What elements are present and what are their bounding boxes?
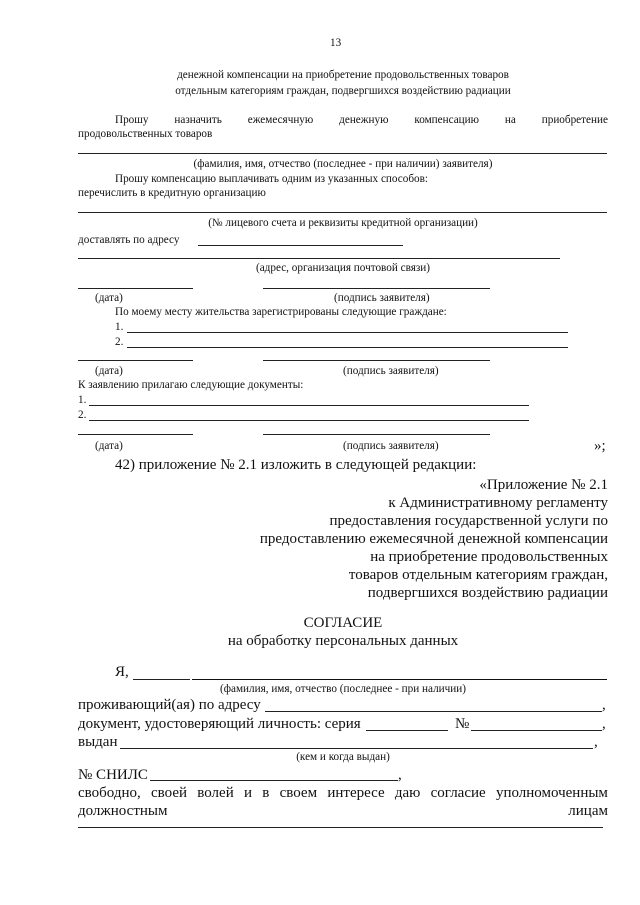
id-document-label: документ, удостоверяющий личность: серия bbox=[78, 716, 361, 732]
fio-hint-consent: (фамилия, имя, отчество (последнее - при наличии) bbox=[220, 683, 466, 695]
document-item-1: 1. bbox=[78, 394, 87, 406]
resident-underline-2[interactable] bbox=[127, 347, 568, 348]
consent-subtitle: на обработку персональных данных bbox=[227, 633, 459, 649]
issued-by-underline[interactable] bbox=[120, 748, 593, 749]
snils-underline[interactable] bbox=[150, 780, 398, 781]
request-line-2: продовольственных товаров bbox=[78, 128, 213, 140]
appendix-line-7: подвергшихся воздействию радиации bbox=[367, 585, 608, 601]
document-underline-1[interactable] bbox=[89, 405, 529, 406]
consent-line-1: свободно, своей волей и в своем интересе даю согласие уполномоченным bbox=[78, 785, 608, 801]
id-series-underline[interactable] bbox=[366, 730, 448, 731]
fio-underline[interactable] bbox=[78, 153, 607, 154]
id-comma: , bbox=[602, 716, 606, 732]
appendix-line-1: «Приложение № 2.1 bbox=[479, 477, 608, 493]
deliver-to-address: доставлять по адресу bbox=[78, 234, 180, 246]
document-item-2: 2. bbox=[78, 409, 87, 421]
signature-label-2: (подпись заявителя) bbox=[343, 365, 439, 377]
point-42: 42) приложение № 2.1 изложить в следующей редакции: bbox=[115, 457, 477, 473]
issued-comma: , bbox=[594, 734, 598, 750]
account-underline[interactable] bbox=[78, 212, 607, 213]
request-line-1: Прошу назначить ежемесячную денежную компенсацию на приобретение bbox=[115, 114, 608, 126]
officials-label: должностным bbox=[78, 803, 168, 819]
date-underline-2[interactable] bbox=[78, 360, 193, 361]
documents-intro: К заявлению прилагаю следующие документы: bbox=[78, 379, 304, 391]
date-label-2: (дата) bbox=[95, 365, 123, 377]
residing-label: проживающий(ая) по адресу bbox=[78, 697, 261, 713]
post-office-hint: (адрес, организация почтовой связи) bbox=[255, 262, 430, 274]
payment-request: Прошу компенсацию выплачивать одним из указанных способов: bbox=[115, 173, 429, 185]
signature-label-3: (подпись заявителя) bbox=[343, 440, 439, 452]
id-number-underline[interactable] bbox=[471, 730, 602, 731]
resident-item-2: 2. bbox=[115, 336, 124, 348]
date-label-3: (дата) bbox=[95, 440, 123, 452]
short-fio-underline[interactable] bbox=[133, 679, 190, 680]
signature-underline-3[interactable] bbox=[263, 434, 490, 435]
closing-quote: »; bbox=[594, 438, 606, 454]
residing-comma: , bbox=[602, 697, 606, 713]
signature-underline-2[interactable] bbox=[263, 360, 490, 361]
persons-label: лицам bbox=[568, 803, 608, 819]
date-label-1: (дата) bbox=[95, 292, 123, 304]
consent-title: СОГЛАСИЕ bbox=[303, 615, 383, 631]
snils-label: № СНИЛС bbox=[78, 767, 148, 783]
date-underline-1[interactable] bbox=[78, 288, 193, 289]
date-underline-3[interactable] bbox=[78, 434, 193, 435]
resident-underline-1[interactable] bbox=[127, 332, 568, 333]
bottom-underline[interactable] bbox=[78, 827, 603, 828]
appendix-line-4: предоставлению ежемесячной денежной компенсации bbox=[259, 531, 608, 547]
signature-underline-1[interactable] bbox=[263, 288, 490, 289]
appendix-line-5: на приобретение продовольственных bbox=[370, 549, 608, 565]
issued-label: выдан bbox=[78, 734, 118, 750]
snils-comma: , bbox=[398, 767, 402, 783]
id-number-sign: № bbox=[455, 716, 470, 732]
form-title-line-1: денежной компенсации на приобретение продовольственных товаров bbox=[177, 69, 509, 81]
appendix-line-6: товаров отдельным категориям граждан, bbox=[348, 567, 608, 583]
i-label: Я, bbox=[115, 664, 129, 680]
delivery-address-underline[interactable] bbox=[198, 245, 403, 246]
resident-item-1: 1. bbox=[115, 321, 124, 333]
residing-address-underline[interactable] bbox=[265, 711, 602, 712]
fio-underline-consent[interactable] bbox=[192, 679, 607, 680]
page-number: 13 bbox=[330, 37, 342, 49]
account-hint: (№ лицевого счета и реквизиты кредитной организации) bbox=[208, 217, 478, 229]
appendix-line-3: предоставления государственной услуги по bbox=[329, 513, 608, 529]
issued-hint: (кем и когда выдан) bbox=[296, 751, 390, 763]
fio-hint: (фамилия, имя, отчество (последнее - при наличии) заявителя) bbox=[193, 158, 493, 170]
transfer-to-bank: перечислить в кредитную организацию bbox=[78, 187, 266, 199]
signature-label-1: (подпись заявителя) bbox=[334, 292, 430, 304]
document-underline-2[interactable] bbox=[89, 420, 529, 421]
form-title-line-2: отдельным категориям граждан, подвергшихся воздействию радиации bbox=[175, 85, 511, 97]
post-office-underline[interactable] bbox=[78, 258, 560, 259]
appendix-line-2: к Административному регламенту bbox=[388, 495, 608, 511]
residents-intro: По моему месту жительства зарегистрированы следующие граждане: bbox=[115, 306, 447, 318]
